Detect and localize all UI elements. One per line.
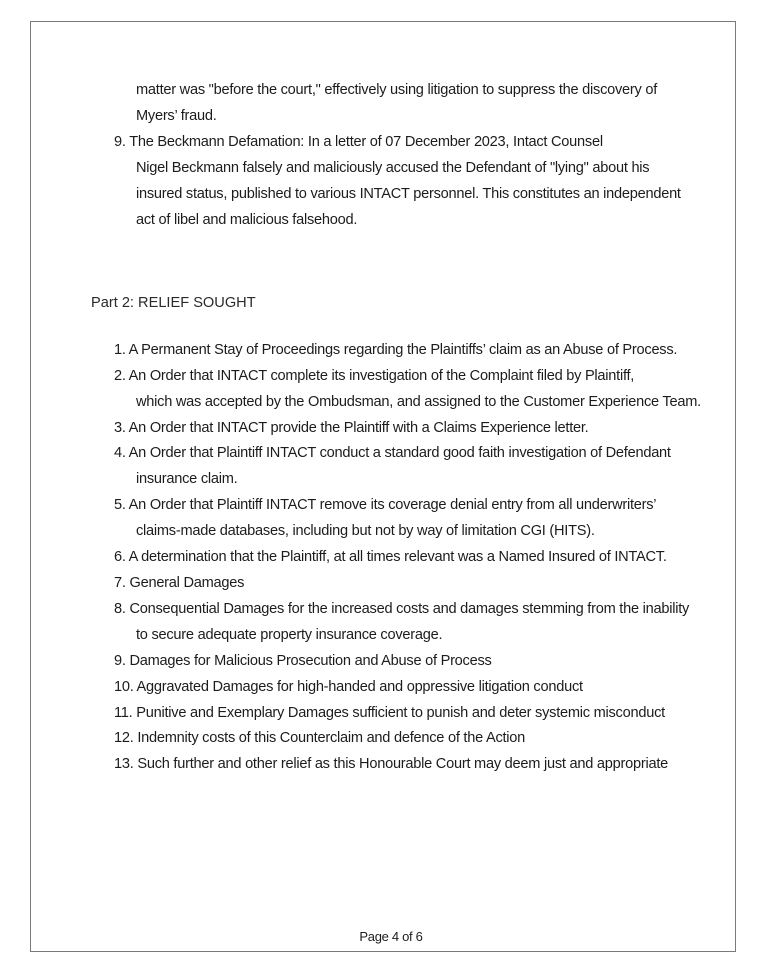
list-item-continuation: Nigel Beckmann falsely and maliciously accused the Defendant of "lying" about his — [136, 160, 650, 176]
list-text: Aggravated Damages for high-handed and oppressive litigation conduct — [136, 679, 583, 695]
relief-item-2 — [114, 366, 634, 386]
list-item-continuation: claims-made databases, including but not by way of limitation CGI (HITS). — [136, 523, 595, 539]
relief-item-8 — [114, 599, 689, 619]
list-number: 10. — [114, 679, 134, 695]
relief-item-3 — [114, 418, 588, 438]
list-item-continuation: insurance claim. — [136, 471, 238, 487]
list-text: Punitive and Exemplary Damages sufficient to punish and deter systemic misconduct — [136, 705, 665, 721]
relief-item-10 — [114, 677, 583, 697]
list-item-continuation: act of libel and malicious falsehood. — [136, 212, 358, 228]
list-text: An Order that Plaintiff INTACT remove its coverage denial entry from all underwriters’ — [128, 497, 657, 513]
list-text: The Beckmann Defamation: In a letter of 07 December 2023, Intact Counsel — [129, 134, 603, 150]
list-number: 8. — [114, 601, 126, 617]
list-text: A Permanent Stay of Proceedings regarding the Plaintiffs’ claim as an Abuse of Process. — [128, 342, 678, 358]
relief-item-6 — [114, 547, 667, 567]
list-item-continuation: which was accepted by the Ombudsman, and assigned to the Customer Experience Team. — [136, 394, 701, 410]
list-number: 7. — [114, 575, 126, 591]
list-number: 2. — [114, 368, 126, 384]
relief-item-7 — [114, 573, 244, 593]
list-text: Damages for Malicious Prosecution and Abuse of Process — [129, 653, 492, 669]
list-text: A determination that the Plaintiff, at all times relevant was a Named Insured of INTACT. — [128, 549, 667, 565]
relief-item-4 — [114, 443, 671, 463]
relief-item-1 — [114, 340, 677, 360]
relief-item-5 — [114, 495, 656, 515]
list-number: 6. — [114, 549, 126, 565]
list-number: 4. — [114, 445, 126, 461]
list-item-9 — [114, 132, 603, 152]
list-number: 1. — [114, 342, 126, 358]
relief-item-13 — [114, 754, 668, 774]
list-number: 12. — [114, 730, 134, 746]
paragraph-line: matter was "before the court," effectively using litigation to suppress the discovery of — [136, 82, 658, 98]
relief-item-9 — [114, 651, 492, 671]
list-number: 11. — [114, 705, 133, 721]
list-text: An Order that INTACT provide the Plaintiff with a Claims Experience letter. — [128, 420, 589, 436]
list-text: An Order that INTACT complete its investigation of the Complaint filed by Plaintiff, — [128, 368, 635, 384]
list-text: General Damages — [129, 575, 245, 591]
document-page — [30, 21, 736, 952]
list-text: Consequential Damages for the increased costs and damages stemming from the inability — [129, 601, 690, 617]
list-number: 9. — [114, 134, 126, 150]
list-text: Indemnity costs of this Counterclaim and defence of the Action — [137, 730, 526, 746]
list-text: An Order that Plaintiff INTACT conduct a standard good faith investigation of Defendant — [128, 445, 671, 461]
list-item-continuation: insured status, published to various INTACT personnel. This constitutes an independent — [136, 186, 681, 202]
section-heading: Part 2: RELIEF SOUGHT — [91, 295, 256, 311]
list-number: 13. — [114, 756, 134, 772]
list-number: 5. — [114, 497, 126, 513]
list-number: 9. — [114, 653, 126, 669]
list-item-continuation: to secure adequate property insurance coverage. — [136, 627, 443, 643]
list-number: 3. — [114, 420, 126, 436]
relief-item-11 — [114, 703, 665, 723]
list-text: Such further and other relief as this Honourable Court may deem just and appropriate — [137, 756, 668, 772]
relief-item-12 — [114, 728, 525, 748]
page-number: Page 4 of 6 — [359, 929, 423, 944]
paragraph-line: Myers’ fraud. — [136, 108, 217, 124]
